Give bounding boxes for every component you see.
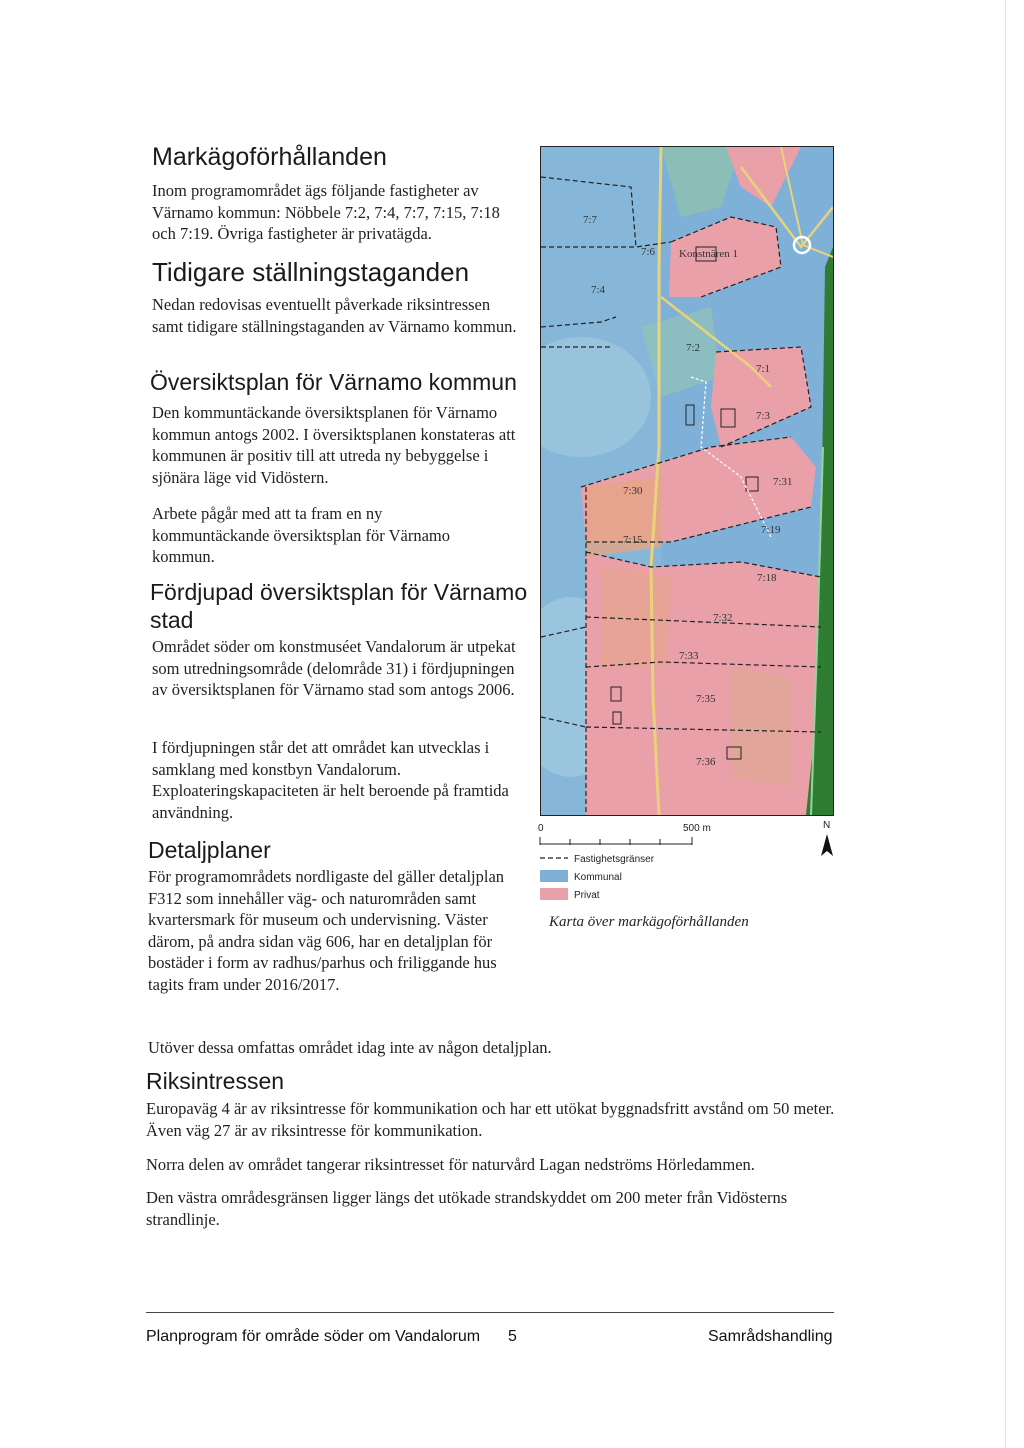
map-label: 7:36 xyxy=(696,756,716,768)
map-label: Konstnären 1 xyxy=(679,248,738,260)
scale-end-label: 500 m xyxy=(683,823,711,834)
map-label: 7:18 xyxy=(757,572,777,584)
municipal-legend-label: Kommunal xyxy=(574,872,622,883)
paragraph-detaljplaner-2: Utöver dessa omfattas området idag inte av någon detaljplan. xyxy=(148,1038,552,1057)
paragraph-detaljplaner-1: För programområdets nordligaste del gäller detaljplan F312 som innehåller väg- och naturområden samt kvartersmark för museum och undervisning. Väster därom, på andra sidan väg 606, har en detaljplan för bostäder i form av radhus/parhus och friliggande hus tagits fram under 2016/2017. xyxy=(148,867,505,994)
scale-bar xyxy=(540,837,692,845)
map-label: 7:33 xyxy=(679,650,699,662)
map-label: 7:32 xyxy=(713,612,733,624)
footer-title: Planprogram för område söder om Vandalorum xyxy=(146,1328,481,1345)
heading-riksintressen: Riksintressen xyxy=(146,1068,285,1094)
page-number: 5 xyxy=(508,1328,517,1345)
ownership-map-graphic xyxy=(541,147,833,815)
ownership-map xyxy=(540,146,834,816)
scale-start-label: 0 xyxy=(538,823,544,834)
map-caption: Karta över markägoförhållanden xyxy=(549,914,749,930)
paragraph-tidigare: Nedan redovisas eventuellt påverkade riksintressen samt tidigare ställningstaganden av Värnamo kommun. xyxy=(152,295,517,336)
map-legend xyxy=(530,818,840,912)
private-swatch xyxy=(540,888,568,900)
heading-markagoforhallanden: Markägoförhållanden xyxy=(152,143,387,171)
paragraph-markagoforhallanden: Inom programområdet ägs följande fastigheter av Värnamo kommun: Nöbbele 7:2, 7:4, 7:7, 7:15, 7:18 och 7:19. Övriga fastigheter är privatägda. xyxy=(152,181,500,243)
page-edge xyxy=(1005,0,1006,1448)
map-label: 7:19 xyxy=(761,524,781,536)
map-label: 7:15 xyxy=(623,534,643,546)
paragraph-riksintressen-3: Den västra områdesgränsen ligger längs det utökade strandskyddet om 200 meter från Vidösterns strandlinje. xyxy=(146,1188,788,1229)
paragraph-riksintressen-2: Norra delen av området tangerar riksintresset för naturvård Lagan nedströms Hörledammen. xyxy=(146,1155,755,1174)
heading-oversiktsplan: Översiktsplan för Värnamo kommun xyxy=(150,369,517,395)
map-label: 7:6 xyxy=(641,246,656,258)
map-label: 7:7 xyxy=(583,214,598,226)
heading-detaljplaner: Detaljplaner xyxy=(148,837,271,863)
map-label: 7:2 xyxy=(686,342,701,354)
paragraph-oversiktsplan-1: Den kommuntäckande översiktsplanen för Värnamo kommun antogs 2002. I översiktsplanen konstateras att kommunen är positiv till att utreda ny bebyggelse i sjönära läge vid Vidöstern. xyxy=(152,403,516,487)
heading-tidigare: Tidigare ställningstaganden xyxy=(152,257,470,287)
map-label: 7:31 xyxy=(773,476,793,488)
boundary-legend-label: Fastighetsgränser xyxy=(574,854,655,865)
north-label: N xyxy=(823,820,831,831)
footer-status: Samrådshandling xyxy=(708,1328,833,1345)
paragraph-oversiktsplan-2: Arbete pågår med att ta fram en ny kommuntäckande översiktsplan för Värnamo kommun. xyxy=(152,504,450,566)
paragraph-fordjupad-2: I fördjupningen står det att området kan utvecklas i samklang med konstbyn Vandalorum. Exploateringskapaciteten är helt beroende på framtida användning. xyxy=(152,738,509,822)
map-label: 7:4 xyxy=(591,284,606,296)
private-legend-label: Privat xyxy=(574,890,600,901)
paragraph-fordjupad-1: Området söder om konstmuséet Vandalorum är utpekat som utredningsområde (delområde 31) i fördjupningen av översiktsplanen för Värnamo stad som antogs 2006. xyxy=(152,637,516,699)
paragraph-riksintressen-1: Europaväg 4 är av riksintresse för kommunikation och har ett utökat byggnadsfritt avstånd om 50 meter. Även väg 27 är av riksintresse för kommunikation. xyxy=(146,1099,835,1140)
map-label: 7:35 xyxy=(696,693,716,705)
footer-divider xyxy=(146,1312,834,1313)
map-label: 7:1 xyxy=(756,363,771,375)
heading-fordjupad: Fördjupad översiktsplan för Värnamo stad xyxy=(150,579,528,633)
north-arrow-icon xyxy=(821,834,833,856)
map-label: 7:3 xyxy=(756,410,771,422)
map-label: 7:30 xyxy=(623,485,643,497)
municipal-swatch xyxy=(540,870,568,882)
